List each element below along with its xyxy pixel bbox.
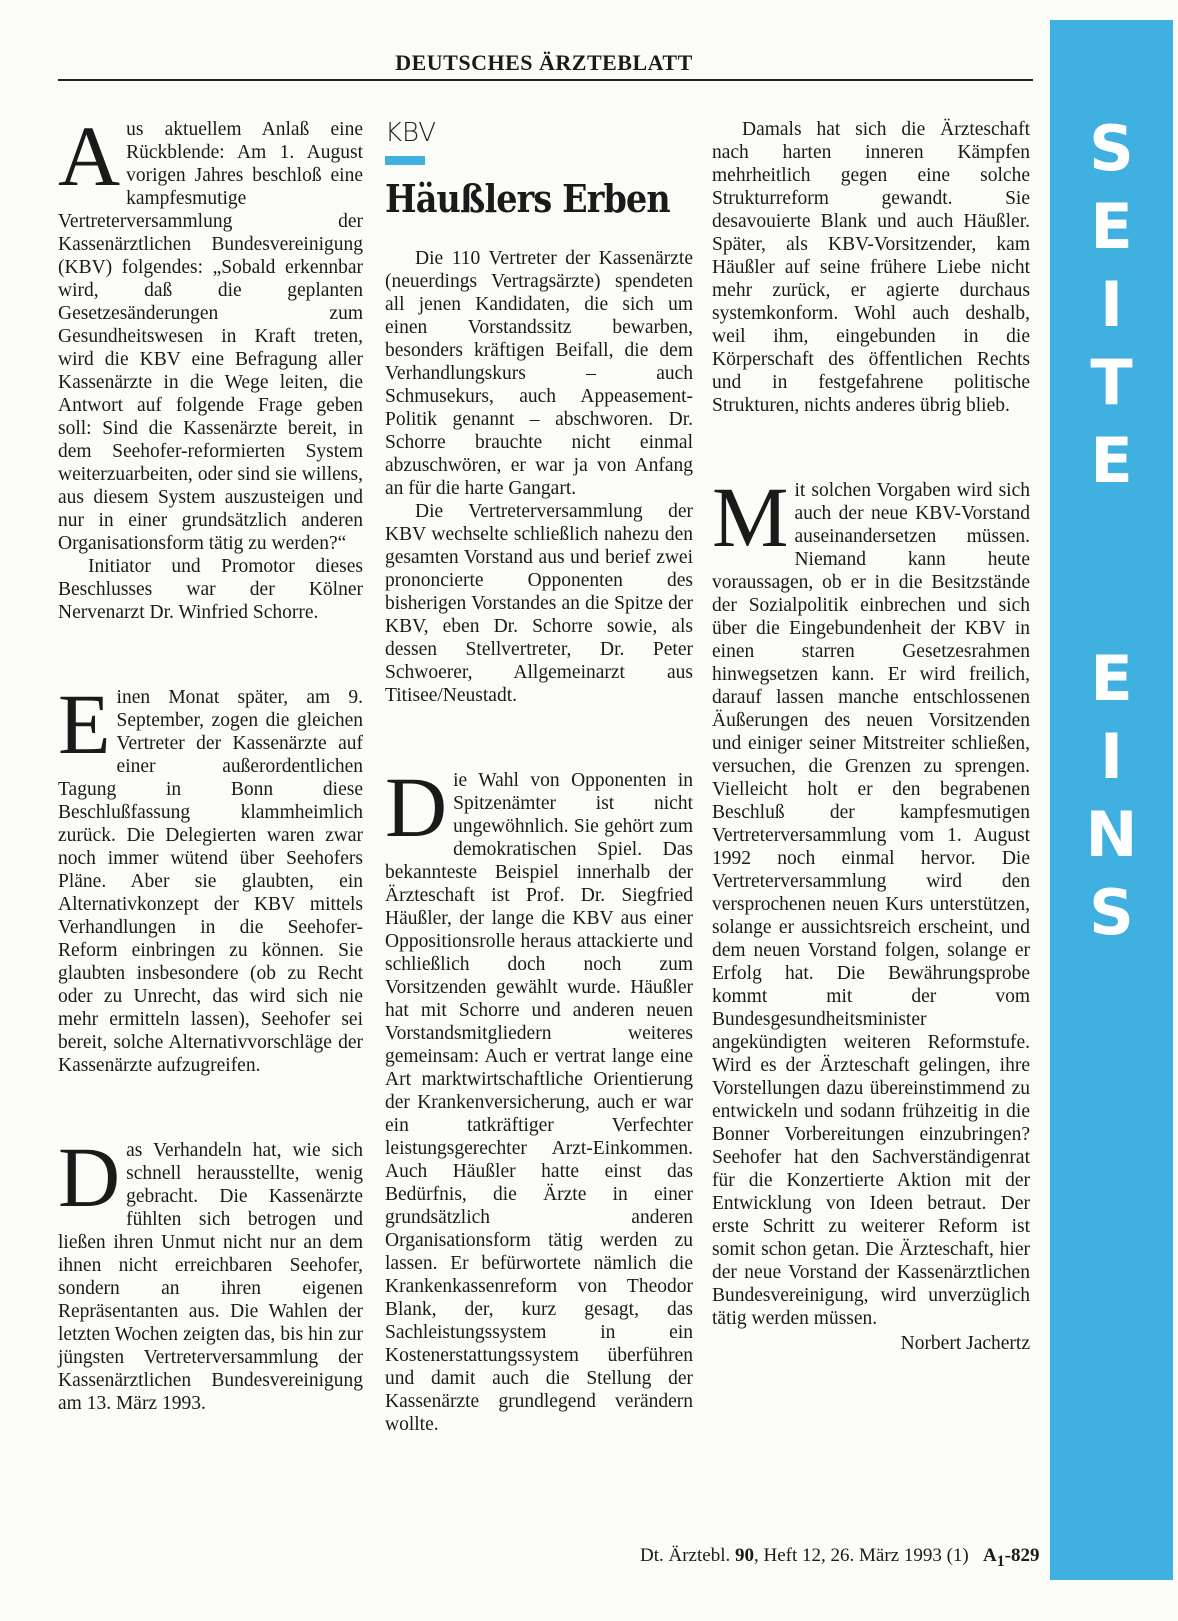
masthead: DEUTSCHES ÄRZTEBLATT [395,50,693,75]
paragraph-text: as Verhandeln hat, wie sich schnell herausstellte, wenig gebracht. Die Kassenärzte fühlten sich betrogen und ließen ihren Unmut nicht nur an dem ihnen nicht erreichbaren Seehofer, sondern an ihren eigenen Repräsentanten aus. Die Wahlen der letzten Wochen zeigten das, bis hin zur jüngsten Vertreterversammlung der Kassenärztlichen Bundesvereinigung am 13. März 1993. [58,1140,363,1414]
article-headline: Häußlers Erben [385,176,670,221]
paragraph: Damals hat sich die Ärzteschaft nach harten inneren Kämpfen mehrheitlich gegen eine solche Strukturreform gewandt. Sie desavouierte Blank und auch Häußler. Später, als KBV-Vorsitzender, kam Häußler auf seine frühere Liebe nicht mehr zurück, er agierte durchaus systemkonform. Wohl auch deshalb, weil ihm, eingebunden in die Körperschaft des öffentlichen Rechts und in festgefahrene politische Strukturen, nichts anderes übrig blieb. [712,119,1030,416]
column-3 [712,118,1030,1355]
drop-cap: A [58,108,121,204]
sidebar-letter: I [1099,720,1124,793]
paragraph: Die Vertreterversammlung der KBV wechselte schließlich nahezu den gesamten Vorstand aus und berief zwei prononcierte Opponenten des bisherigen Vorstandes an die Spitze der KBV, eben Dr. Schorre sowie, als dessen Stellvertreter, Dr. Peter Schwoerer, Allgemeinarzt aus Titisee/Neustadt. [385,501,693,706]
paragraph [58,1129,363,1415]
column-1 [58,108,363,1415]
section-accent-bar [385,156,425,165]
sidebar-word [1050,110,1173,952]
drop-cap: M [712,469,789,565]
sidebar-letter: T [1090,346,1133,419]
paragraph: Initiator und Promotor dieses Beschlusses war der Kölner Nervenarzt Dr. Winfried Schorre. [58,556,363,623]
sidebar-letter: E [1090,642,1133,715]
drop-cap: D [385,759,448,855]
page-sub: 1 [996,1552,1005,1570]
article-author: Norbert Jachertz [900,1333,1030,1354]
sidebar-letter: E [1090,424,1133,497]
page-prefix: A [983,1545,997,1566]
page-number [983,1545,1040,1570]
paragraph-text: inen Monat später, am 9. September, zogen die gleichen Vertreter der Kassenärzte auf einer außerordentlichen Tagung in Bonn diese Beschlußfassung klammheimlich zurück. Die Delegierten waren zwar noch immer wütend über Seehofers Pläne. Aber sie glaubten, ein Alternativkonzept der KBV mittels Verhandlungen in die Seehofer-Reform einbringen zu können. Sie glaubten insbesondere (ob zu Recht oder zu Unrecht, das wird sich nie mehr ermitteln lassen), Seehofer sei bereit, solche Alternativvorschläge der Kassenärzte aufzugreifen. [58,687,363,1076]
sidebar-letter: S [1089,876,1134,949]
paragraph [712,469,1030,1330]
paragraph [58,676,363,1077]
drop-cap: E [58,676,111,772]
paragraph: Die 110 Vertreter der Kassenärzte (neuerdings Vertragsärzte) spendeten all jenen Kandidaten, die sich um einen Vorstandssitz bewarben, besonders kräftigen Beifall, die dem Verhandlungskurs – auch Schmusekurs, auch Appeasement-Politik genannt – abschworen. Dr. Schorre brauchte nicht einmal abzuschwören, er war ja von Anfang an für die harte Gangart. [385,248,693,499]
page-num: -829 [1004,1545,1040,1566]
page-footer [640,1545,1039,1571]
footer-volume: 90 [734,1545,754,1566]
sidebar-letter: N [1085,798,1138,871]
paragraph-text: us aktuellem Anlaß eine Rückblende: Am 1. August vorigen Jahres beschloß eine kampfesmutige Vertreterversammlung der Kassenärztlichen Bundesvereinigung (KBV) folgendes: „Sobald erkennbar wird, daß die geplanten Gesetzesänderungen zum Gesundheitswesen in Kraft treten, wird die KBV eine Befragung aller Kassenärzte in die Wege leiten, die Antwort auf folgende Frage geben soll: Sind die Kassenärzte bereit, in dem Seehofer-reformierten System weiterzuarbeiten, oder sind sie willens, aus diesem System auszusteigen und nur in einer grundsätzlich anderen Organisationsform tätig zu werden?“ [58,119,363,554]
footer-journal: Dt. Ärztebl. [640,1545,731,1566]
paragraph [385,759,693,1436]
drop-cap: D [58,1129,121,1225]
paragraph [58,108,363,555]
sidebar-letter: I [1099,268,1124,341]
paragraph-text: it solchen Vorgaben wird sich auch der neue KBV-Vorstand auseinandersetzen müssen. Niemand kann heute voraussagen, ob er in die Besitzstände der Sozialpolitik einbrechen und sich über die Eingebundenheit der KBV in einen starren Gesetzesrahmen hinwegsetzen kann. Er wird freilich, darauf lassen manche entschlossenen Äußerungen des neuen Vorsitzenden und einiger seiner Mitstreiter schließen, versuchen, die Grenzen zu sprengen. Vielleicht holt er den begrabenen Beschluß der kampfesmutigen Vertreterversammlung vom 1. August 1992 noch einmal hervor. Die Vertreterversammlung wird den versprochenen neuen Kurs unterstützen, solange er aussichtsreich erscheint, und dem neuen Vorstand folgen, solange er Erfolg hat. Die Bewährungsprobe kommt mit der vom Bundesgesundheitsminister angekündigten weiteren Reformstufe. Wird es der Ärzteschaft gelingen, ihre Vorstellungen dazu übereinstimmend zu entwickeln und sodann frühzeitig in die Bonner Vorbereitungen einzubringen? Seehofer hat den Sachverständigenrat für die Konzertierte Aktion mit der Entwicklung von Ideen betraut. Der erste Schritt zu weiterer Reform ist somit schon getan. Die Ärzteschaft, hier der neue Vorstand der Kassenärztlichen Bundesvereinigung, wird unverzüglich tätig werden müssen. [712,480,1030,1329]
sidebar-gap [1050,500,1173,640]
footer-issue: , Heft 12, 26. März 1993 (1) [753,1545,969,1566]
sidebar-letter: E [1090,190,1133,263]
section-label: KBV [385,118,437,148]
column-2 [385,118,693,1436]
sidebar-letter: S [1089,112,1134,185]
masthead-rule [58,79,1033,81]
paragraph-text: ie Wahl von Opponenten in Spitzenämter ist nicht ungewöhnlich. Sie gehört zum demokratischen Spiel. Das bekannteste Beispiel innerhalb der Ärzteschaft ist Prof. Dr. Siegfried Häußler, der lange die KBV aus einer Oppositionsrolle heraus attackierte und schließlich doch noch zum Vorsitzenden gewählt wurde. Häußler hat mit Schorre und anderen neuen Vorstandsmitgliedern weiteres gemeinsam: Auch er vertrat lange eine Art marktwirtschaftliche Orientierung der Krankenversicherung, auch er war ein tatkräftiger Verfechter leistungsgerechter Arzt-Einkommen. Auch Häußler hatte einst das Bedürfnis, die Ärzte in einer grundsätzlich anderen Organisationsform tätig werden zu lassen. Er befürwortete nämlich die Krankenkassenreform von Theodor Blank, der, kurz gesagt, das Sachleistungssystem in ein Kostenerstattungssystem überführen und damit auch die Stellung der Kassenärzte grundlegend verändern wollte. [385,770,693,1435]
